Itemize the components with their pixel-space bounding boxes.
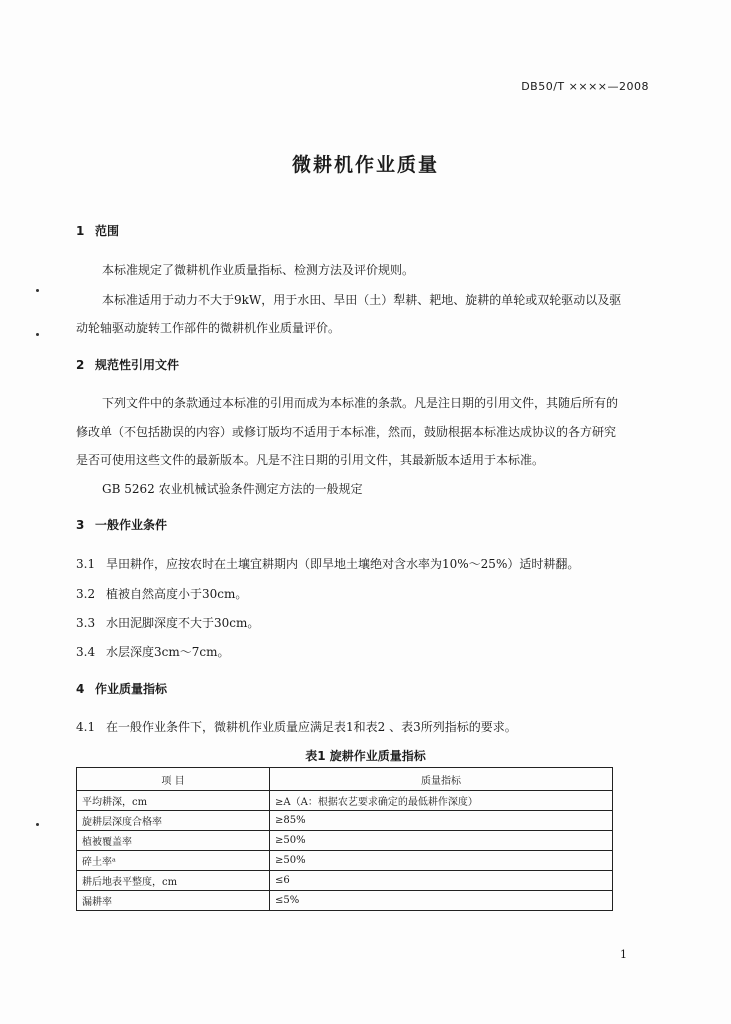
table-cell-item: 平均耕深，cm	[77, 791, 270, 811]
table-cell-index: ≤5%	[270, 891, 613, 911]
section-heading-references	[76, 356, 179, 373]
quality-table	[76, 767, 613, 911]
table-row	[77, 891, 613, 911]
scope-paragraph-1: 本标准规定了微耕机作业质量指标、检测方法及评价规则。	[102, 263, 415, 277]
column-header-item: 项 目	[77, 768, 270, 791]
section-heading-conditions	[76, 516, 167, 533]
section-number: 4	[76, 682, 85, 696]
references-line-3: 是否可使用这些文件的最新版本。凡是不注日期的引用文件，其最新版本适用于本标准。	[76, 453, 545, 467]
table-cell-item: 漏耕率	[77, 891, 270, 911]
scan-speck	[36, 289, 39, 292]
table-caption: 表1 旋耕作业质量指标	[305, 749, 426, 763]
references-line-2: 修改单（不包括勘误的内容）或修订版均不适用于本标准，然而，鼓励根据本标准达成协议的各方研究	[76, 425, 617, 439]
clause-text: 植被自然高度小于30cm。	[106, 587, 248, 601]
section-number: 2	[76, 358, 85, 372]
table-header-row	[77, 768, 613, 791]
scan-speck	[36, 333, 39, 336]
table-row	[77, 811, 613, 831]
reference-gb5262: GB 5262 农业机械试验条件测定方法的一般规定	[102, 482, 363, 496]
standard-code: DB50/T ××××—2008	[521, 80, 649, 93]
condition-clause	[76, 585, 247, 602]
clause-text: 在一般作业条件下，微耕机作业质量应满足表1和表2 、表3所列指标的要求。	[106, 720, 517, 734]
table-cell-item: 植被覆盖率	[77, 831, 270, 851]
clause-text: 水层深度3cm～7cm。	[106, 645, 230, 659]
table-cell-item: 旋耕层深度合格率	[77, 811, 270, 831]
table-cell-index: ≤6	[270, 871, 613, 891]
column-header-index: 质量指标	[270, 768, 613, 791]
section-number: 3	[76, 518, 85, 532]
section-heading-scope	[76, 222, 119, 239]
section-title: 规范性引用文件	[95, 358, 180, 372]
table-cell-index: ≥A（A：根据农艺要求确定的最低耕作深度）	[270, 791, 613, 811]
page-number: 1	[620, 948, 627, 961]
section-title: 范围	[95, 224, 120, 238]
table-cell-item: 碎土率ᵃ	[77, 851, 270, 871]
quality-clause	[76, 718, 517, 735]
table-cell-index: ≥50%	[270, 831, 613, 851]
table-row	[77, 791, 613, 811]
clause-text: 旱田耕作，应按农时在土壤宜耕期内（即旱地土壤绝对含水率为10%～25%）适时耕翻。	[106, 557, 580, 571]
condition-clause	[76, 614, 259, 631]
table-row	[77, 851, 613, 871]
clause-number: 3.3	[76, 616, 96, 630]
table-row	[77, 831, 613, 851]
section-heading-quality	[76, 680, 167, 697]
table-cell-index: ≥50%	[270, 851, 613, 871]
table-row	[77, 871, 613, 891]
condition-clause	[76, 643, 229, 660]
scan-speck	[36, 823, 39, 826]
clause-text: 水田泥脚深度不大于30cm。	[106, 616, 260, 630]
section-title: 一般作业条件	[95, 518, 168, 532]
table-cell-item: 耕后地表平整度，cm	[77, 871, 270, 891]
clause-number: 3.2	[76, 587, 96, 601]
references-line-1: 下列文件中的条款通过本标准的引用而成为本标准的条款。凡是注日期的引用文件，其随后所有的	[102, 396, 619, 410]
clause-number: 4.1	[76, 720, 96, 734]
clause-number: 3.4	[76, 645, 96, 659]
table-cell-index: ≥85%	[270, 811, 613, 831]
document-title: 微耕机作业质量	[291, 154, 439, 176]
clause-number: 3.1	[76, 557, 96, 571]
section-title: 作业质量指标	[95, 682, 168, 696]
scope-paragraph-2-line-1: 本标准适用于动力不大于9kW，用于水田、旱田（土）犁耕、耙地、旋耕的单轮或双轮驱动以及驱	[102, 293, 622, 307]
scope-paragraph-2-line-2: 动轮轴驱动旋转工作部件的微耕机作业质量评价。	[76, 321, 341, 335]
condition-clause	[76, 555, 579, 572]
section-number: 1	[76, 224, 85, 238]
